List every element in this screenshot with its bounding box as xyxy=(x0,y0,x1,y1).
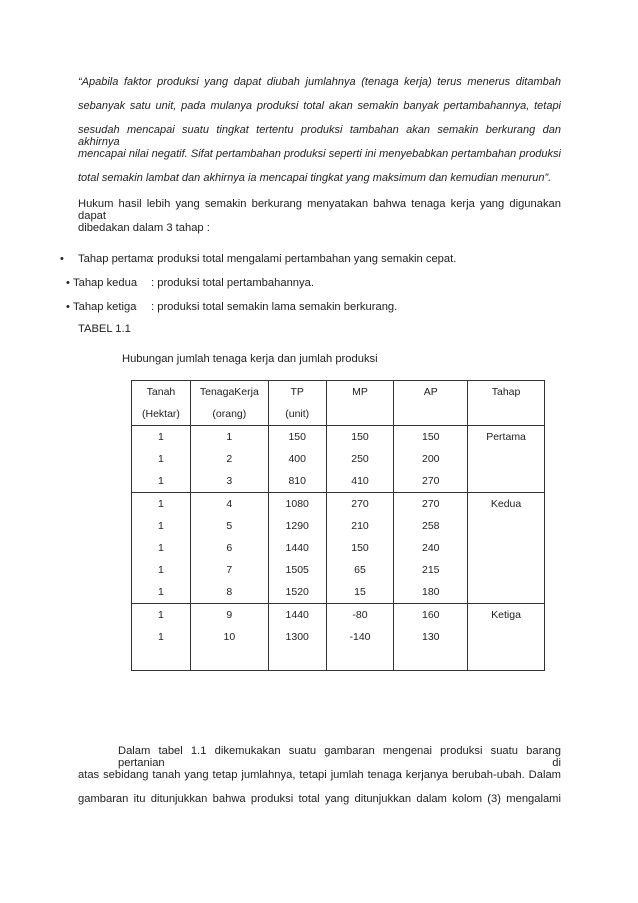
mp-cell: -80 -140 xyxy=(326,604,394,671)
tk-cell: 9 10 xyxy=(190,604,268,671)
tanah-cell: 1 1 1 xyxy=(132,426,191,493)
production-table xyxy=(131,380,545,671)
ap-cell: 270 258 240 215 180 xyxy=(394,493,468,604)
table-label: TABEL 1.1 xyxy=(78,323,131,335)
quote-line: mencapai nilai negatif. Sifat pertambahan produksi seperti ini menyebabkan pertambahan produksi xyxy=(78,148,561,160)
stage-label: Tahap pertama xyxy=(78,253,153,265)
mp-cell: 150 250 410 xyxy=(326,426,394,493)
tp-cell: 1440 1300 xyxy=(268,604,326,671)
stage-text: : produksi total pertambahannya. xyxy=(151,277,314,289)
tp-cell: 1080 1290 1440 1505 1520 xyxy=(268,493,326,604)
stage-text: : produksi total mengalami pertambahan yang semakin cepat. xyxy=(151,253,457,265)
tahap-cell: Pertama xyxy=(468,426,545,493)
stage-label: Tahap ketiga xyxy=(73,301,137,313)
stage-text: : produksi total semakin lama semakin berkurang. xyxy=(151,301,398,313)
tahap-cell: Kedua xyxy=(468,493,545,604)
table-row xyxy=(132,426,545,493)
table-caption: Hubungan jumlah tenaga kerja dan jumlah produksi xyxy=(122,353,378,365)
tk-cell: 4 5 6 7 8 xyxy=(190,493,268,604)
table-row xyxy=(132,493,545,604)
paragraph-line: gambaran itu ditunjukkan bahwa produksi total yang ditunjukkan dalam kolom (3) mengalami xyxy=(78,793,561,805)
paragraph-line: atas sebidang tanah yang tetap jumlahnya, tetapi jumlah tenaga kerjanya berubah-ubah. Dalam xyxy=(78,769,561,781)
header-cell: MP xyxy=(326,381,394,426)
header-cell: TP (unit) xyxy=(268,381,326,426)
paragraph-line: Hukum hasil lebih yang semakin berkurang menyatakan bahwa tenaga kerja yang digunakan dapat xyxy=(78,198,561,222)
bullet-icon: • xyxy=(60,253,64,265)
stage-label: Tahap kedua xyxy=(73,277,138,289)
tp-cell: 150 400 810 xyxy=(268,426,326,493)
tahap-cell: Ketiga xyxy=(468,604,545,671)
quote-line: total semakin lambat dan akhirnya ia mencapai tingkat yang maksimum dan kemudian menurun”. xyxy=(78,172,552,184)
ap-cell: 160 130 xyxy=(394,604,468,671)
bullet-icon: • xyxy=(66,301,70,313)
quote-line: sebanyak satu unit, pada mulanya produksi total akan semakin banyak pertambahannya, tetapi xyxy=(78,100,561,112)
mp-cell: 270 210 150 65 15 xyxy=(326,493,394,604)
bullet-icon: • xyxy=(66,277,70,289)
header-cell: Tanah (Hektar) xyxy=(132,381,191,426)
header-cell: TenagaKerja (orang) xyxy=(190,381,268,426)
tanah-cell: 1 1 1 1 1 xyxy=(132,493,191,604)
quote-line: “Apabila faktor produksi yang dapat diubah jumlahnya (tenaga kerja) terus menerus ditambah xyxy=(78,76,561,88)
header-cell: AP xyxy=(394,381,468,426)
ap-cell: 150 200 270 xyxy=(394,426,468,493)
table-row xyxy=(132,604,545,671)
paragraph-line: Dalam tabel 1.1 dikemukakan suatu gambaran mengenai produksi suatu barang pertanian di xyxy=(118,745,561,769)
table-header-row xyxy=(132,381,545,426)
paragraph-line: dibedakan dalam 3 tahap : xyxy=(78,222,210,234)
tk-cell: 1 2 3 xyxy=(190,426,268,493)
tanah-cell: 1 1 xyxy=(132,604,191,671)
quote-line: sesudah mencapai suatu tingkat tertentu produksi tambahan akan semakin berkurang dan akhirnya xyxy=(78,124,561,148)
header-cell: Tahap xyxy=(468,381,545,426)
